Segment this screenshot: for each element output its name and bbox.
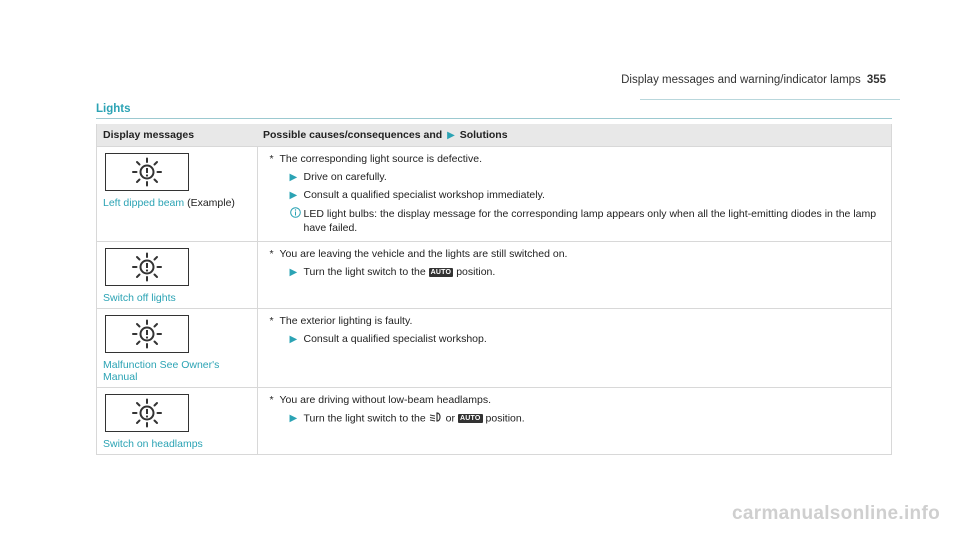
exterior-lighting-fault-icon: [105, 248, 189, 286]
solution-text: Drive on carefully.: [303, 171, 387, 183]
solution-text-or: or: [445, 412, 456, 425]
column-header-causes: [257, 124, 892, 147]
message-name[interactable]: Malfunction See Owner's: [103, 359, 220, 371]
solution-text-end: position.: [456, 266, 496, 278]
asterisk-icon: *: [269, 315, 274, 327]
solution-text: Consult a qualified specialist workshop immediately.: [303, 189, 545, 201]
triangle-arrow-icon: ▶: [289, 413, 298, 424]
message-cell: [97, 309, 258, 388]
cause-text: The corresponding light source is defective.: [279, 153, 483, 165]
solution-step: [290, 333, 886, 346]
message-cell: [97, 147, 258, 242]
triangle-arrow-icon: ▶: [289, 334, 298, 345]
solution-cell: [257, 242, 892, 309]
auto-light-icon: AUTO: [460, 415, 481, 422]
low-beam-icon: [429, 412, 443, 425]
header-divider: [640, 99, 900, 100]
asterisk-icon: *: [269, 153, 274, 165]
table-header-row: [97, 124, 892, 147]
cause-line: [270, 153, 886, 165]
solution-cell: [257, 309, 892, 388]
message-name[interactable]: Switch on headlamps: [103, 438, 203, 450]
column-header-solutions-text: Solutions: [459, 129, 508, 141]
message-name-line2[interactable]: Manual: [103, 371, 138, 383]
triangle-arrow-icon: ▶: [289, 190, 298, 201]
solution-step: [290, 189, 886, 202]
cause-text: You are driving without low-beam headlamps.: [279, 394, 491, 406]
cause-line: [270, 248, 886, 260]
solution-text: Turn the light switch to the: [303, 412, 426, 425]
auto-light-icon: AUTO: [430, 268, 452, 276]
message-name[interactable]: Switch off lights: [103, 292, 176, 304]
exterior-lighting-fault-icon: [105, 153, 189, 191]
asterisk-icon: *: [269, 394, 274, 406]
solution-step: [290, 266, 886, 279]
note-line: [290, 207, 886, 235]
solution-text: Turn the light switch to the: [303, 266, 426, 278]
table-row: [97, 388, 892, 455]
asterisk-icon: *: [269, 248, 274, 260]
exterior-lighting-fault-icon: [105, 394, 189, 432]
column-header-causes-text: Possible causes/consequences and: [263, 129, 443, 141]
message-suffix: (Example): [187, 197, 235, 209]
solution-step: [290, 171, 886, 184]
note-text: LED light bulbs: the display message for the corresponding lamp appears only when all the light-emitting diodes in the lamp have failed.: [303, 208, 877, 234]
triangle-arrow-icon: ▶: [289, 172, 298, 183]
cause-line: [270, 394, 886, 406]
message-name[interactable]: Left dipped beam: [103, 197, 185, 209]
table-row: [97, 242, 892, 309]
table-row: [97, 309, 892, 388]
message-cell: [97, 388, 258, 455]
page-number: 355: [866, 74, 886, 86]
triangle-arrow-icon: ▶: [289, 267, 298, 278]
cause-text: You are leaving the vehicle and the lights are still switched on.: [279, 248, 568, 260]
exterior-lighting-fault-icon: [105, 315, 189, 353]
page-header-title: Display messages and warning/indicator lamps: [621, 74, 861, 86]
section-title: Lights: [96, 103, 131, 115]
message-cell: [97, 242, 258, 309]
cause-text: The exterior lighting is faulty.: [279, 315, 413, 327]
solution-cell: [257, 388, 892, 455]
watermark: carmanualsonline.info: [732, 503, 940, 524]
triangle-arrow-icon: ▶: [447, 130, 455, 141]
display-messages-table: [96, 124, 892, 455]
page-header: [621, 74, 886, 86]
column-header-display-messages: Display messages: [97, 124, 258, 147]
solution-text-end: position.: [485, 412, 525, 425]
solution-cell: [257, 147, 892, 242]
cause-line: [270, 315, 886, 327]
solution-step: [290, 412, 886, 425]
table-row: [97, 147, 892, 242]
solution-text: Consult a qualified specialist workshop.: [303, 333, 487, 345]
section-divider: [96, 118, 892, 119]
info-icon: [290, 207, 304, 235]
